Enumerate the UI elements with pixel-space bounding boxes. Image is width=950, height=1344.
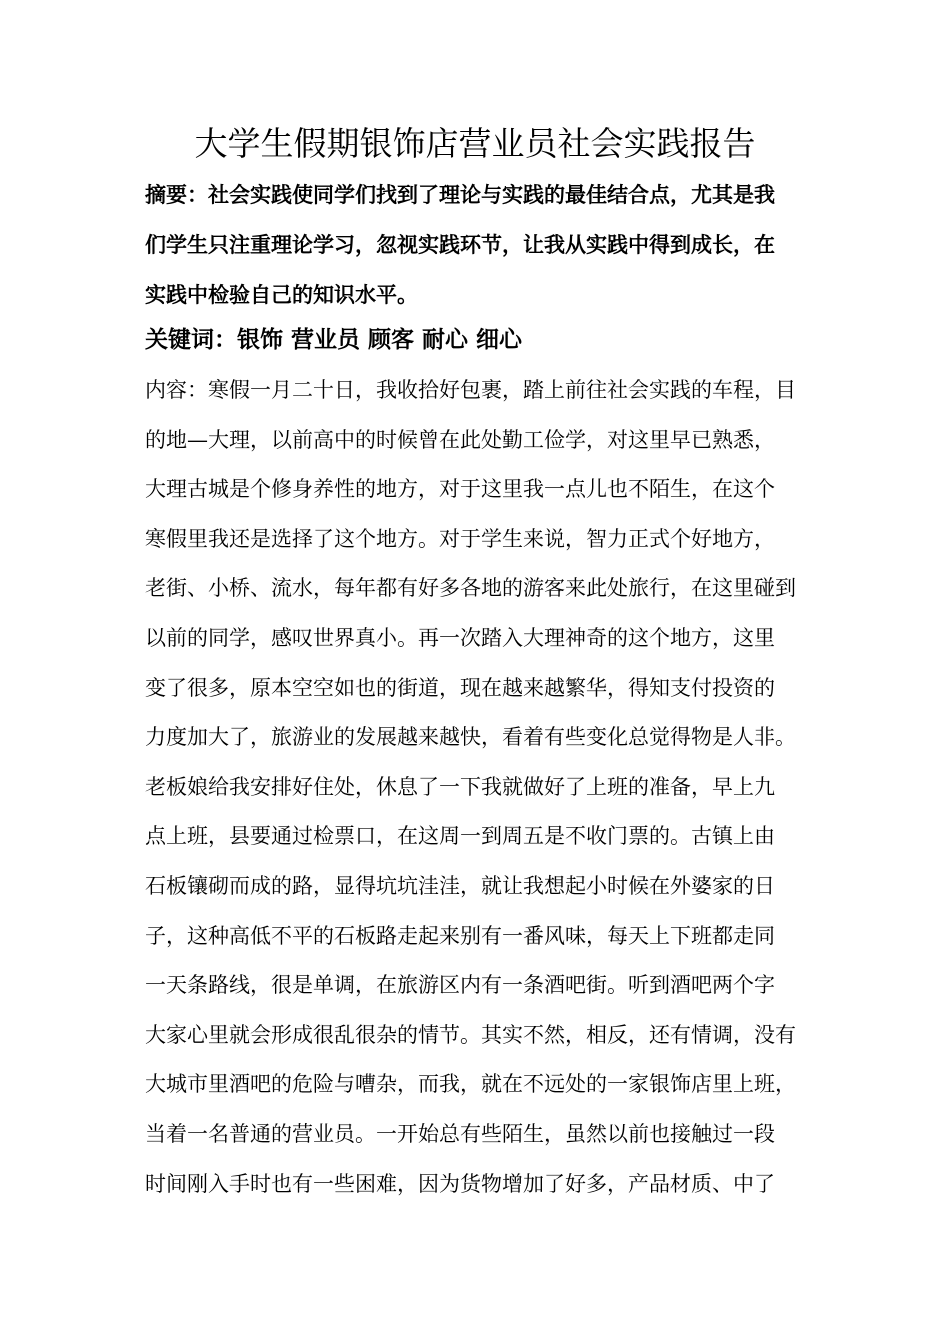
body-line: 石板镶砌而成的路，显得坑坑洼洼，就让我想起小时候在外婆家的日 [145, 873, 775, 898]
body-line: 当着一名普通的营业员。一开始总有些陌生，虽然以前也接触过一段 [145, 1121, 775, 1146]
keywords: 关键词：银饰 营业员 顾客 耐心 细心 [145, 327, 523, 353]
abstract-line: 们学生只注重理论学习，忽视实践环节，让我从实践中得到成长，在 [145, 233, 775, 257]
body-line: 内容：寒假一月二十日，我收拾好包裹，踏上前往社会实践的车程，目 [145, 378, 796, 402]
body-line: 子，这种高低不平的石板路走起来别有一番风味，每天上下班都走同 [145, 923, 775, 948]
body-line: 以前的同学，感叹世界真小。再一次踏入大理神奇的这个地方，这里 [145, 625, 775, 650]
body-line: 力度加大了，旅游业的发展越来越快，看着有些变化总觉得物是人非。 [145, 725, 796, 750]
abstract-line: 实践中检验自己的知识水平。 [145, 283, 418, 307]
body-line: 大理古城是个修身养性的地方，对于这里我一点儿也不陌生，在这个 [145, 477, 775, 502]
body-line: 点上班，县要通过检票口，在这周一到周五是不收门票的。古镇上由 [145, 824, 775, 849]
body-line: 大城市里酒吧的危险与嘈杂，而我，就在不远处的一家银饰店里上班， [145, 1072, 796, 1097]
body-line: 大家心里就会形成很乱很杂的情节。其实不然，相反，还有情调，没有 [145, 1022, 796, 1047]
document-title: 大学生假期银饰店营业员社会实践报告 [194, 124, 756, 163]
body-line: 老街、小桥、流水，每年都有好多各地的游客来此处旅行，在这里碰到 [145, 576, 796, 601]
body-line: 一天条路线，很是单调，在旅游区内有一条酒吧街。听到酒吧两个字 [145, 973, 775, 998]
body-line: 寒假里我还是选择了这个地方。对于学生来说，智力正式个好地方， [145, 526, 775, 551]
abstract-line: 摘要：社会实践使同学们找到了理论与实践的最佳结合点，尤其是我 [145, 183, 775, 207]
body-line: 时间刚入手时也有一些困难，因为货物增加了好多，产品材质、中了 [145, 1171, 775, 1196]
body-line: 变了很多，原本空空如也的街道，现在越来越繁华，得知支付投资的 [145, 675, 775, 700]
body-line: 老板娘给我安排好住处，休息了一下我就做好了上班的准备，早上九 [145, 774, 775, 799]
abstract [145, 170, 810, 320]
body-text [145, 366, 825, 1209]
body-line: 的地—大理，以前高中的时候曾在此处勤工俭学，对这里早已熟悉， [145, 427, 775, 452]
